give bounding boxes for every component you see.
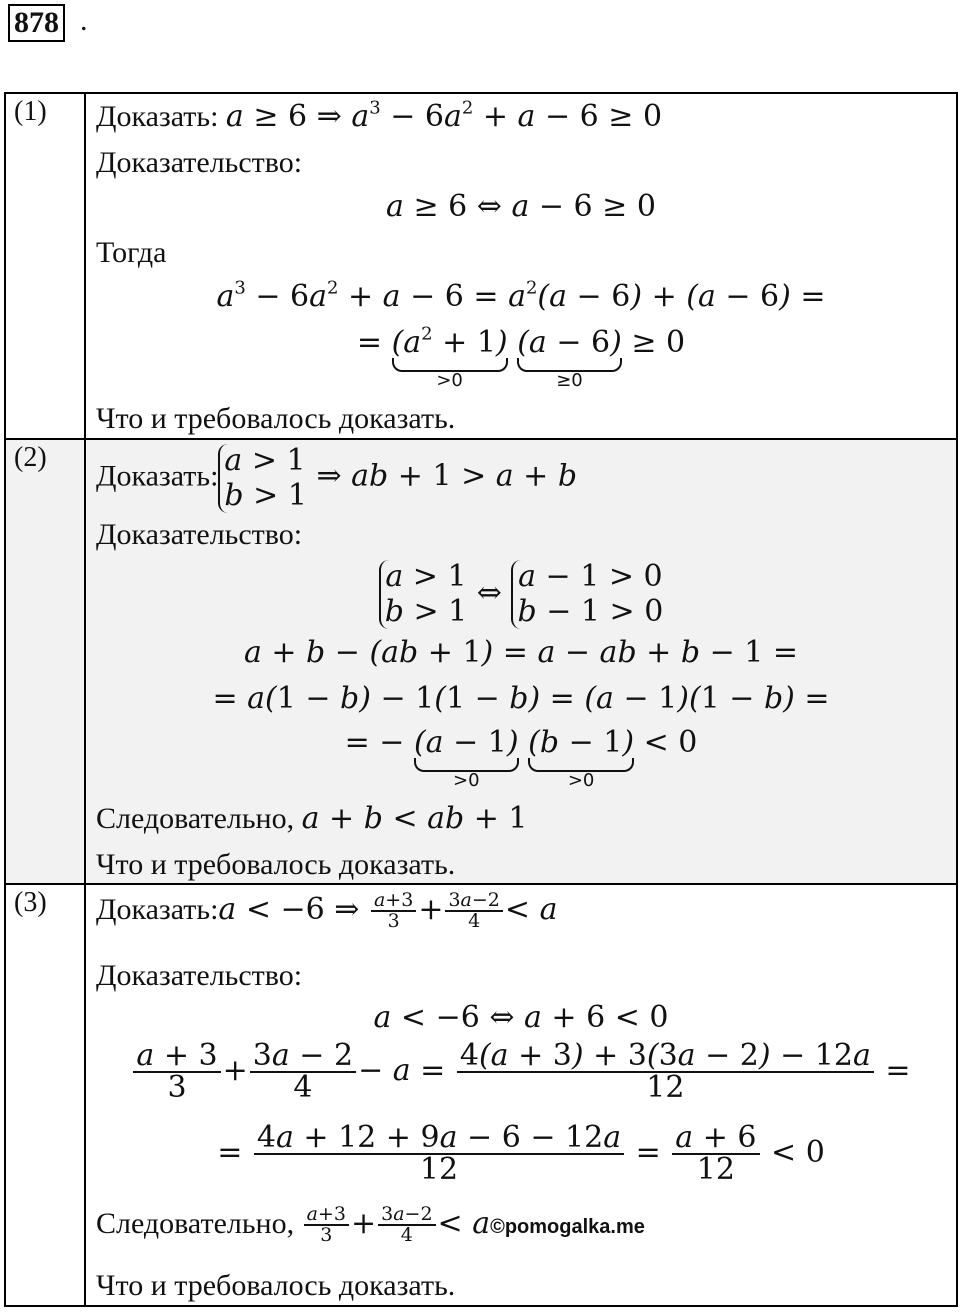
fraction-line-2: = $\frac{4a + 12 + 9a - 6 - 12a}{12}$ = $\frac{a + 6}{12}$ < 0: [217, 1120, 825, 1187]
proof-label: Доказательство:: [96, 959, 303, 992]
hence-line: Следовательно, a + b < ab + 1: [96, 801, 528, 836]
end-label: Что и требовалось доказать.: [96, 1269, 456, 1302]
fraction-line-1: $\frac{a + 3}{3}$ + $\frac{3a - 2}{4}$ − a = $\frac{4(a + 3) + 3(3a - 2) - 12a}{12}$ =: [86, 1041, 956, 1103]
difference-line-2: = a(1 − b) − 1(1 − b) = (a − 1)(1 − b) =: [212, 681, 830, 716]
hence-line: Следовательно, $\frac{a+3}{3}$ + $\frac{3a-2}{4}$ < a©pomogalka.me: [96, 1203, 645, 1246]
watermark: ©pomogalka.me: [490, 1216, 645, 1238]
solution-row-1: [5, 93, 957, 439]
end-label: Что и требовалось доказать.: [96, 848, 456, 881]
proof-label: Доказательство:: [96, 518, 303, 551]
row-label: (3): [5, 884, 85, 1306]
prove-line: Доказать:a < −6 ⇒ $\frac{a+3}{3}$ + $\frac{3a-2}{4}$ < a: [96, 889, 558, 932]
prove-line: Доказать: a > 1 b > 1 ⇒ ab + 1 > a + b: [96, 443, 578, 513]
difference-line-1: a + b − (ab + 1) = a − ab + b − 1 =: [243, 635, 799, 670]
prove-label: Доказать:: [96, 100, 219, 133]
equivalence-line: a < −6 ⇔ a + 6 < 0: [373, 1000, 669, 1035]
problem-number: 878: [8, 4, 65, 42]
prove-line: [96, 97, 663, 134]
prove-label: Доказать:: [96, 893, 219, 926]
row-content: [85, 439, 957, 884]
underbrace-2: (b − 1) >0: [528, 725, 635, 791]
end-label: Что и требовалось доказать.: [96, 402, 456, 435]
underbrace-1: $(a^2 + 1)$ >0: [391, 323, 508, 391]
solution-row-2: [5, 439, 957, 884]
expansion-line-2: = $(a^2 + 1)$ >0 (a − 6) ≥0 ≥ 0: [356, 323, 686, 391]
proof-label: Доказательство:: [96, 146, 303, 179]
system-equivalence: a > 1 b > 1 ⇔ a − 1 > 0 b − 1 > 0: [86, 560, 956, 629]
underbrace-1: (a − 1) >0: [413, 725, 519, 791]
underbrace-2: (a − 6) ≥0: [517, 325, 622, 391]
difference-line-3: = − (a − 1) >0 (b − 1) >0 < 0: [344, 725, 698, 791]
row-label: (1): [5, 93, 85, 439]
row-content: [85, 884, 957, 1306]
row-label: (2): [5, 439, 85, 884]
equivalence-line: a ≥ 6 ⇔ a − 6 ≥ 0: [386, 189, 656, 224]
row-content: [85, 93, 957, 439]
condition-system: a > 1 b > 1: [218, 444, 307, 513]
expansion-line-1: $a^3 - 6a^2 + a - 6 = a^2(a - 6) + (a - 6)$ =: [216, 277, 826, 314]
prove-statement: a ≥ 6 ⇒ $a^3 - 6a^2 + a - 6 \ge 0$: [225, 97, 663, 134]
solution-table: [4, 92, 958, 1307]
problem-number-dot: .: [80, 4, 88, 37]
prove-label: Доказать:: [96, 459, 219, 493]
then-label: Тогда: [96, 236, 167, 269]
solution-row-3: [5, 884, 957, 1306]
